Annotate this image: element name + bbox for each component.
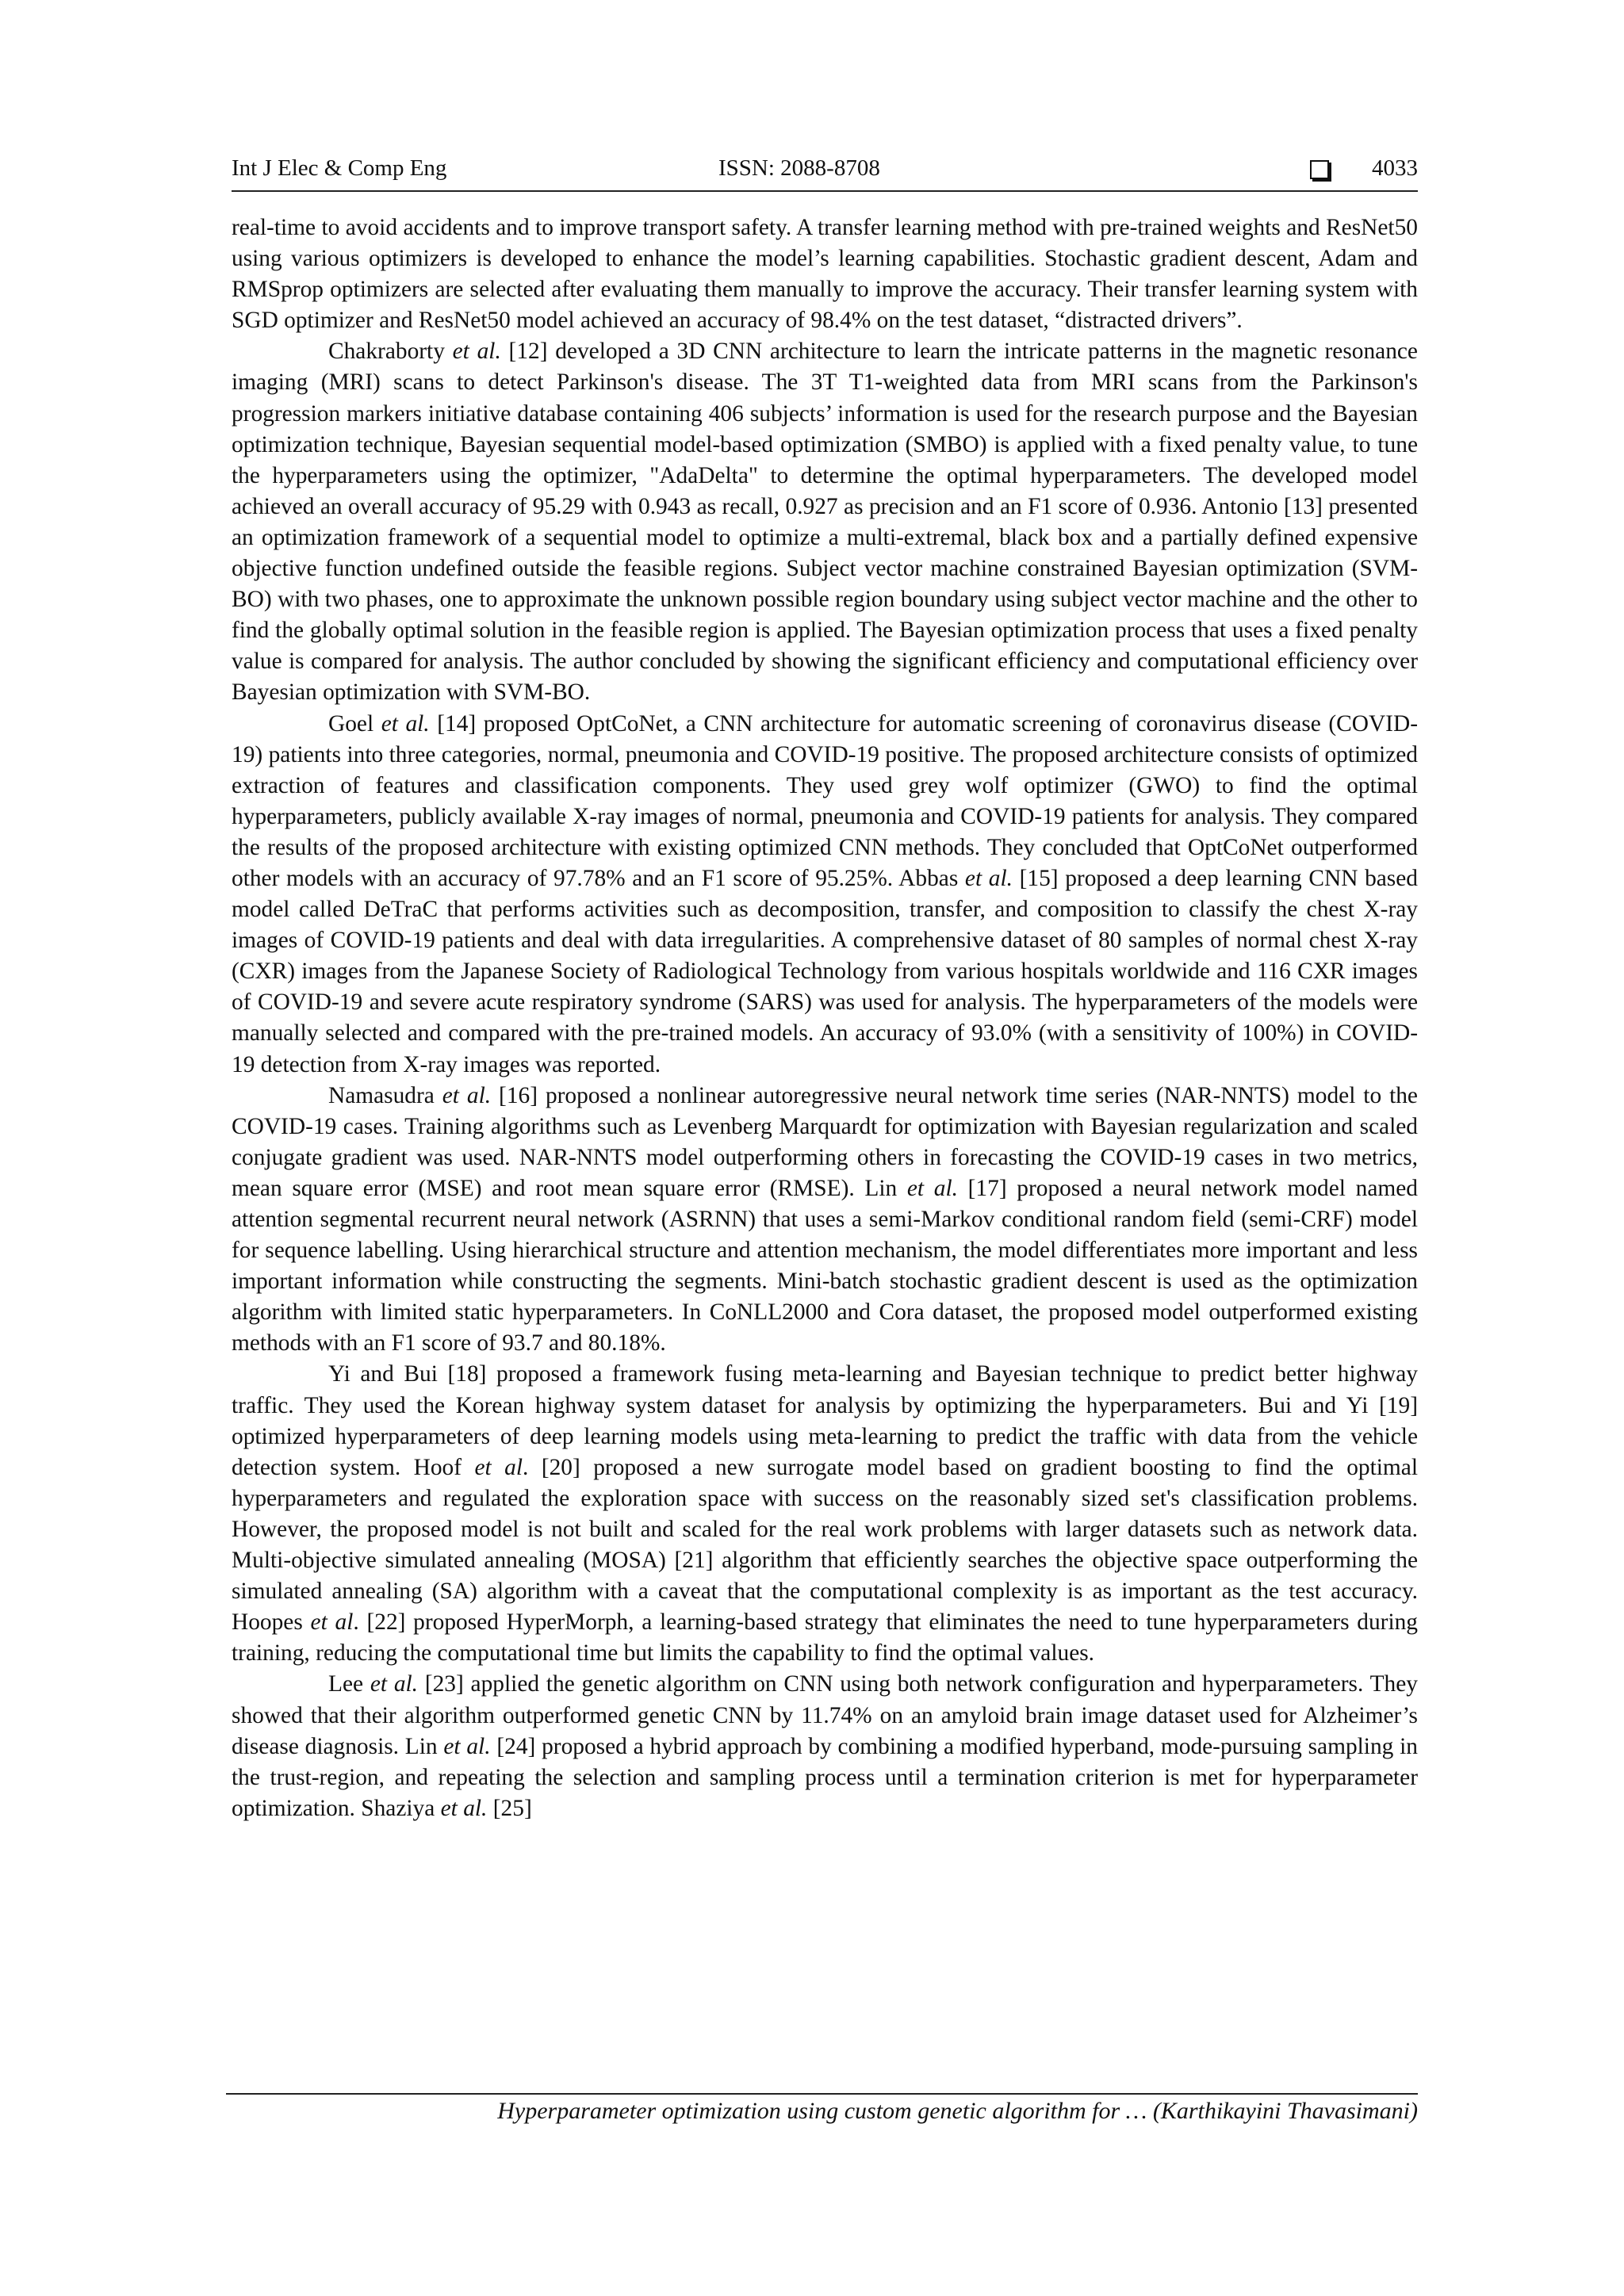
text-run: Yi and Bui [18] proposed a framework fusing meta-learning and Bayesian technique to predict better highway traffic. They used the Korean highway system dataset for analysis by optimizing the hyperparameters. Bui and Yi [19] optimized hyperparameters of deep learning models using meta-learning to predict the traffic with data from the vehicle detection system. Hoof	[232, 1361, 1418, 1480]
text-run: Namasudra	[328, 1082, 442, 1108]
text-run: [17] proposed a neural network model named attention segmental recurrent neural network (ASRNN) that uses a semi-Markov conditional random field (semi-CRF) model for sequence labelling. Using hierarchical structure and attention mechanism, the model differentiates more important and less important information while constructing the segments. Mini-batch stochastic gradient descent is used as the optimization algorithm with limited static hyperparameters. In CoNLL2000 and Cora dataset, the proposed model outperformed existing methods with an F1 score of 93.7 and 80.18%.	[232, 1175, 1418, 1357]
italic-text: et al	[310, 1609, 354, 1636]
text-run: [14] proposed OptCoNet, a CNN architecture for automatic screening of coronavirus disease (COVID-19) patients into three categories, normal, pneumonia and COVID-19 positive. The proposed architecture consists of optimized extraction of features and classification components. They used grey wolf optimizer (GWO) to find the optimal hyperparameters, publicly available X-ray images of normal, pneumonia and COVID-19 patients for analysis. They compared the results of the proposed architecture with existing optimized CNN methods. They concluded that OptCoNet outperformed other models with an accuracy of 97.78% and an F1 score of 95.25%. Abbas	[232, 710, 1418, 891]
text-run: Chakraborty	[328, 339, 453, 365]
square-bullet-icon	[1310, 160, 1329, 179]
text-run: . [20] proposed a new surrogate model based on gradient boosting to find the optimal hyperparameters and regulated the exploration space with success on the reasonably sized set's classification problems. However, the proposed model is not built and scaled for the real work problems with larger datasets such as network data. Multi-objective simulated annealing (MOSA) [21] algorithm that efficiently searches the objective space outperforming the simulated annealing (SA) algorithm with a caveat that the computational complexity is as important as the test accuracy. Hoopes	[232, 1454, 1419, 1636]
paragraph	[232, 709, 1418, 1081]
text-run: Lee	[328, 1671, 370, 1697]
text-run: real-time to avoid accidents and to improve transport safety. A transfer learning method with pre-trained weights and ResNet50 using various optimizers is developed to enhance the model’s learning capabilities. Stochastic gradient descent, Adam and RMSprop optimizers are selected after evaluating them manually to improve the accuracy. Their transfer learning system with SGD optimizer and ResNet50 model achieved an accuracy of 98.4% on the test dataset, “distracted drivers”.	[232, 215, 1418, 334]
text-run: [24] proposed a hybrid approach by combining a modified hyperband, mode-pursuing sampling in the trust-region, and repeating the selection and sampling process until a termination criterion is met for hyperparameter optimization. Shaziya	[232, 1733, 1418, 1821]
italic-text: et al.	[381, 710, 430, 737]
italic-text: et al.	[452, 339, 501, 365]
italic-text: et al.	[440, 1795, 488, 1821]
issn: ISSN: 2088-8708	[718, 155, 880, 181]
paragraph	[232, 1359, 1418, 1669]
paragraph	[232, 336, 1418, 708]
italic-text: et al.	[906, 1175, 958, 1201]
italic-text: et al.	[442, 1082, 492, 1108]
paragraph	[232, 1669, 1418, 1823]
running-header	[232, 155, 1418, 192]
page-number: 4033	[1372, 155, 1418, 181]
text-run: Goel	[328, 710, 381, 737]
italic-text: et al.	[964, 865, 1013, 891]
running-footer	[226, 2093, 1418, 2125]
body-text	[232, 212, 1418, 1824]
text-run: [12] developed a 3D CNN architecture to learn the intricate patterns in the magnetic resonance imaging (MRI) scans to detect Parkinson's disease. The 3T T1-weighted data from MRI scans from the Parkinson's progression markers initiative database containing 406 subjects’ information is used for the research purpose and the Bayesian optimization technique, Bayesian sequential model-based optimization (SMBO) is applied with a fixed penalty value, to tune the hyperparameters using the optimizer, "AdaDelta" to determine the optimal hyperparameters. The developed model achieved an overall accuracy of 95.29 with 0.943 as recall, 0.927 as precision and an F1 score of 0.936. Antonio [13] presented an optimization framework of a sequential model to optimize a multi-extremal, black box and a partially defined expensive objective function undefined outside the feasible regions. Subject vector machine constrained Bayesian optimization (SVM-BO) with two phases, one to approximate the unknown possible region boundary using subject vector machine and the other to find the globally optimal solution in the feasible region is applied. The Bayesian optimization process that uses a fixed penalty value is compared for analysis. The author concluded by showing the significant efficiency and computational efficiency over Bayesian optimization with SVM-BO.	[232, 339, 1418, 706]
text-run: [15] proposed a deep learning CNN based model called DeTraC that performs activities such as decomposition, transfer, and composition to classify the chest X-ray images of COVID-19 patients and deal with data irregularities. A comprehensive dataset of 80 samples of normal chest X-ray (CXR) images from the Japanese Society of Radiological Technology from various hospitals worldwide and 116 CXR images of COVID-19 and severe acute respiratory syndrome (SARS) was used for analysis. The hyperparameters of the models were manually selected and compared with the pre-trained models. An accuracy of 93.0% (with a sensitivity of 100%) in COVID-19 detection from X-ray images was reported.	[232, 865, 1418, 1077]
text-run: [16] proposed a nonlinear autoregressive neural network time series (NAR-NNTS) model to the COVID-19 cases. Training algorithms such as Levenberg Marquardt for optimization with Bayesian regularization and scaled conjugate gradient was used. NAR-NNTS model outperforming others in forecasting the COVID-19 cases in two metrics, mean square error (MSE) and root mean square error (RMSE). Lin	[232, 1082, 1418, 1201]
journal-name: Int J Elec & Comp Eng	[232, 155, 447, 181]
running-title: Hyperparameter optimization using custom genetic algorithm for … (Karthikayini Thavasimani)	[497, 2098, 1418, 2124]
text-run: [25]	[487, 1795, 532, 1821]
italic-text: et al	[474, 1454, 523, 1480]
italic-text: et al.	[370, 1671, 419, 1697]
paragraph	[232, 212, 1418, 336]
italic-text: et al.	[443, 1733, 491, 1759]
paragraph	[232, 1081, 1418, 1360]
text-run: . [22] proposed HyperMorph, a learning-based strategy that eliminates the need to tune hyperparameters during training, reducing the computational time but limits the capability to find the optimal values.	[232, 1609, 1419, 1667]
text-run: [23] applied the genetic algorithm on CNN using both network configuration and hyperparameters. They showed that their algorithm outperformed genetic CNN by 11.74% on an amyloid brain image dataset used for Alzheimer’s disease diagnosis. Lin	[232, 1671, 1418, 1759]
